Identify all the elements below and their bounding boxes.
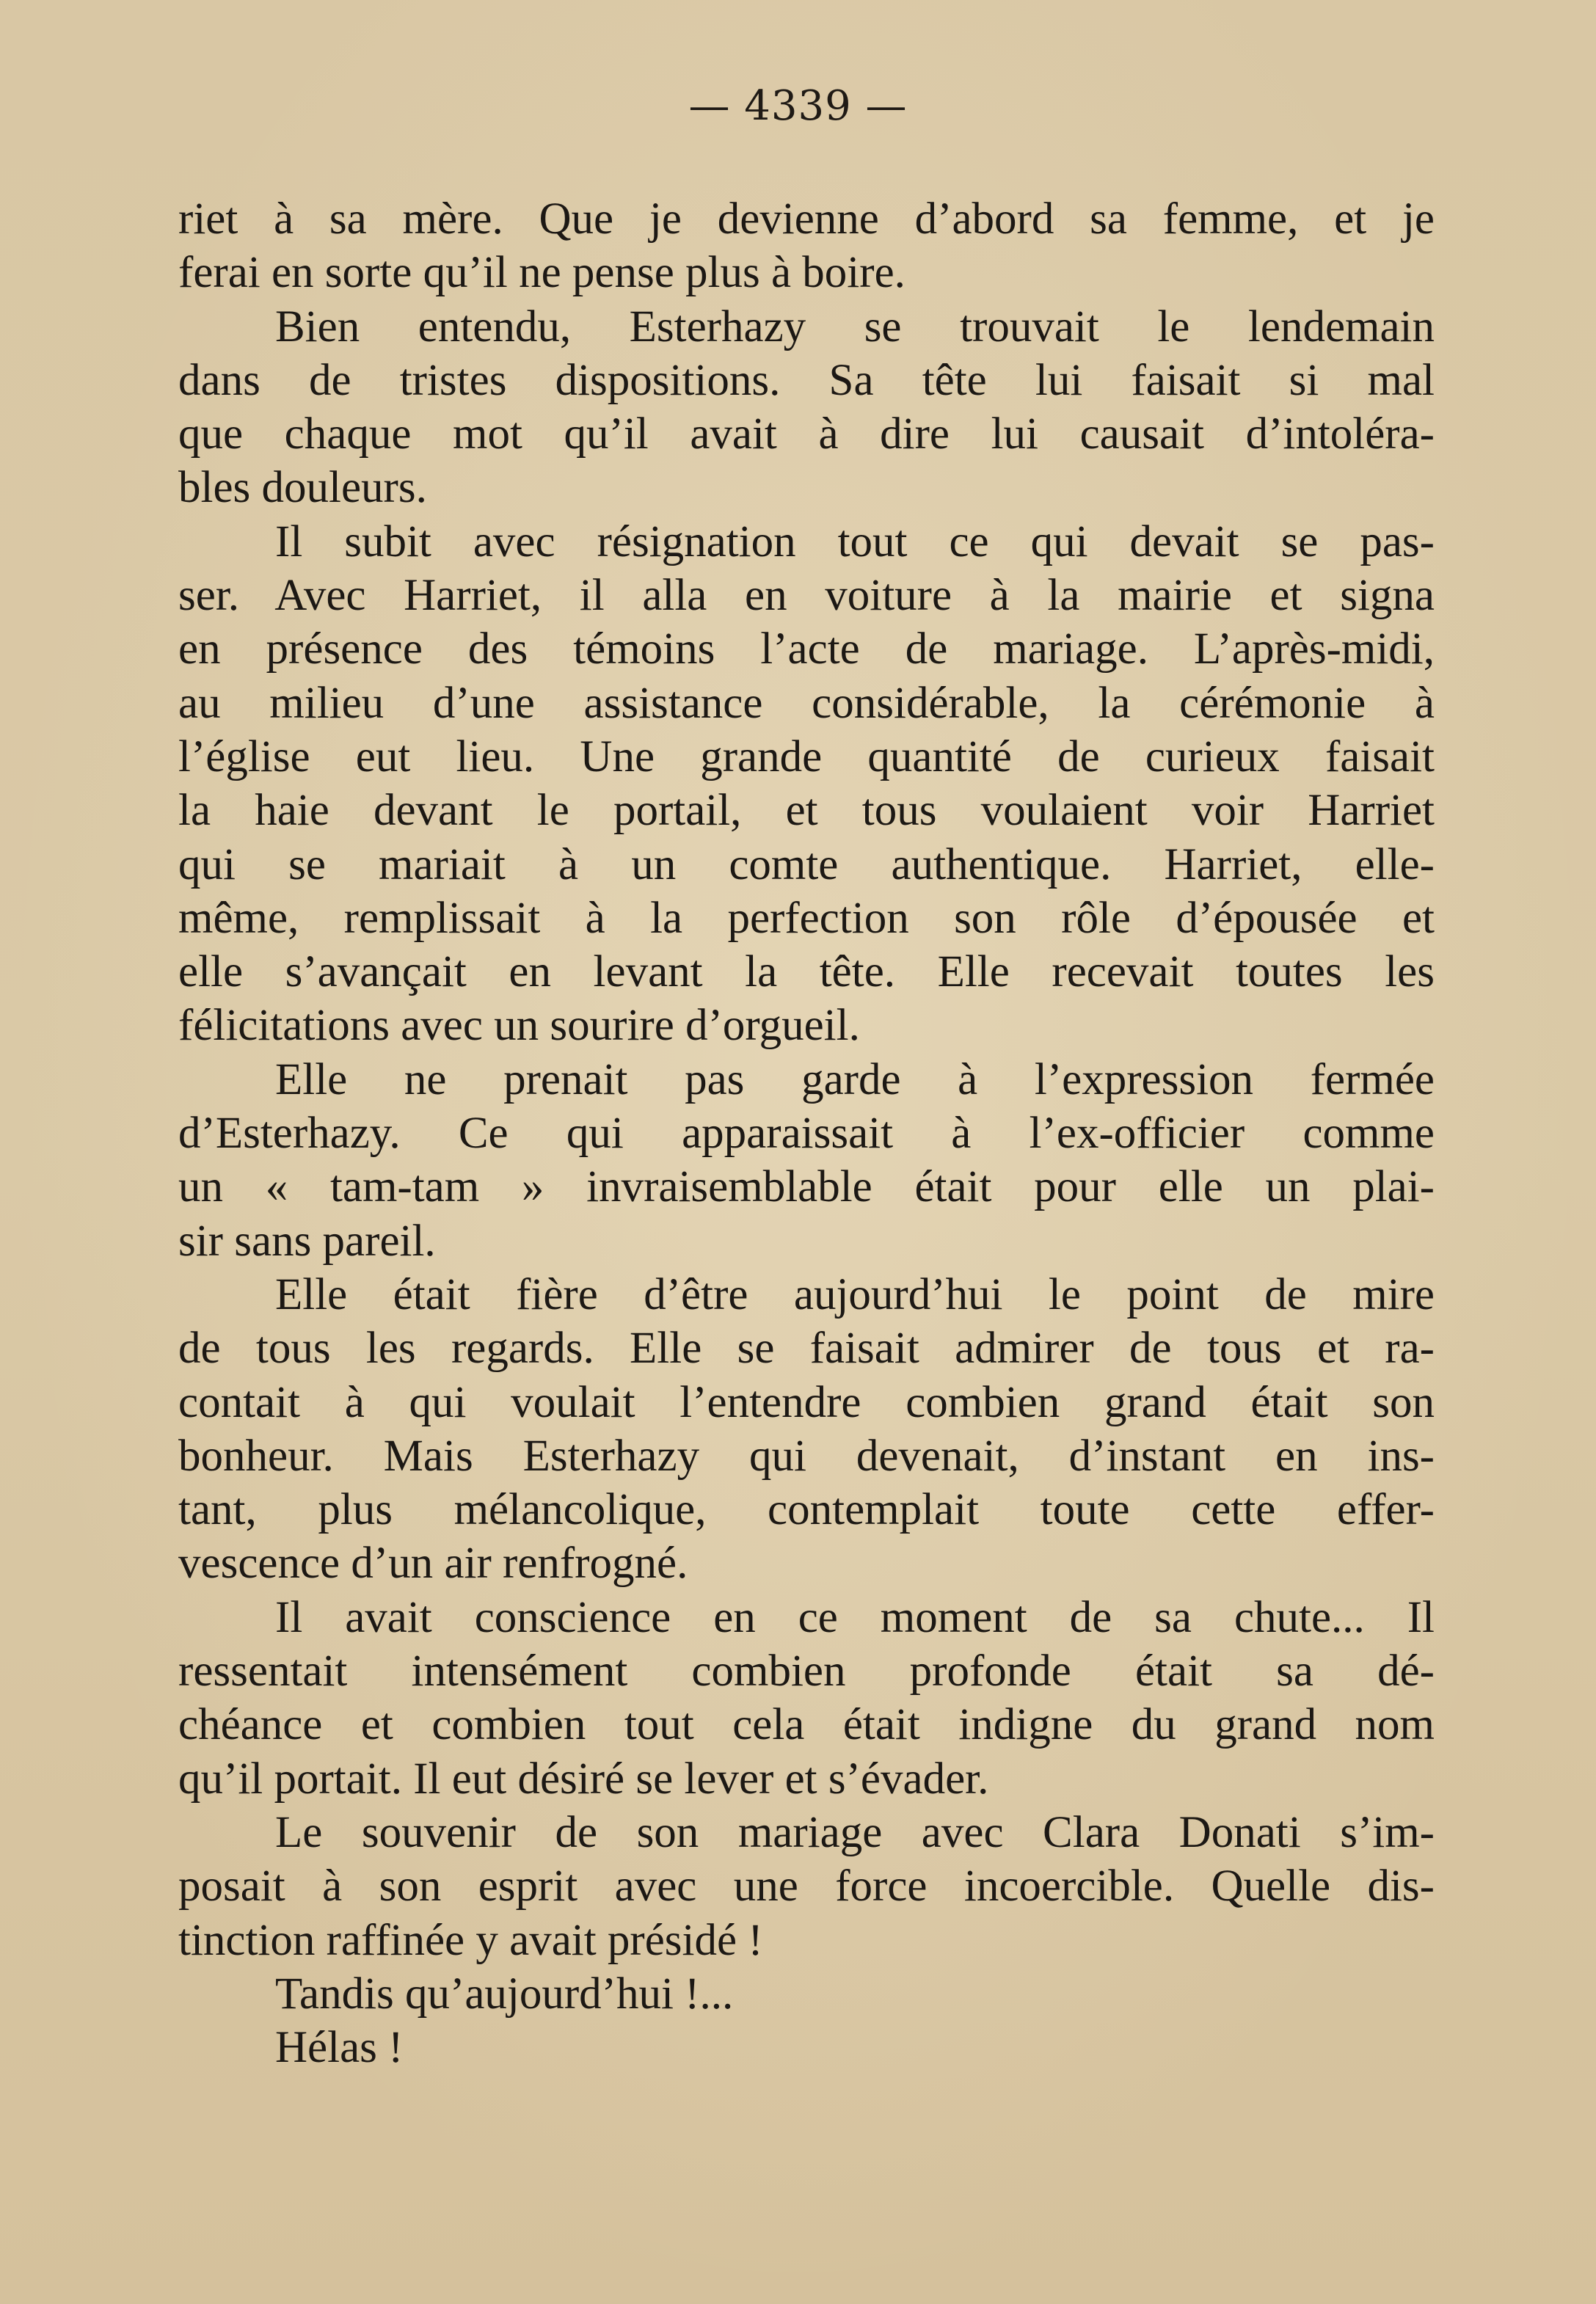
text-line: dans de tristes dispositions. Sa tête lui faisait si mal xyxy=(178,355,1435,405)
text-line: que chaque mot qu’il avait à dire lui causait d’intoléra- xyxy=(178,409,1435,459)
text-line: de tous les regards. Elle se faisait admirer de tous et ra- xyxy=(178,1324,1435,1374)
text-line: sir sans pareil. xyxy=(178,1216,436,1266)
text-line: d’Esterhazy. Ce qui apparaissait à l’ex-officier comme xyxy=(178,1109,1435,1159)
text-line: riet à sa mère. Que je devienne d’abord sa femme, et je xyxy=(178,194,1435,244)
text-line: Elle était fière d’être aujourd’hui le point de mire xyxy=(275,1269,1435,1319)
text-line: Le souvenir de son mariage avec Clara Donati s’im- xyxy=(275,1807,1435,1857)
text-line: un « tam-tam » invraisemblable était pour elle un plai- xyxy=(178,1162,1435,1212)
text-line: posait à son esprit avec une force incoercible. Quelle dis- xyxy=(178,1862,1435,1911)
text-line: au milieu d’une assistance considérable, la cérémonie à xyxy=(178,678,1435,728)
text-line: Il subit avec résignation tout ce qui devait se pas- xyxy=(275,517,1435,566)
text-line: Hélas ! xyxy=(275,2023,404,2073)
text-line: Il avait conscience en ce moment de sa chute... Il xyxy=(275,1592,1435,1642)
text-line: bles douleurs. xyxy=(178,463,427,513)
text-line: en présence des témoins l’acte de mariage. L’après-midi, xyxy=(178,624,1435,674)
body-text xyxy=(178,192,1435,2074)
text-line: Elle ne prenait pas garde à l’expression fermée xyxy=(275,1054,1435,1104)
text-line: chéance et combien tout cela était indigne du grand nom xyxy=(178,1700,1435,1750)
text-line: elle s’avançait en levant la tête. Elle recevait toutes les xyxy=(178,947,1435,997)
text-line: qu’il portait. Il eut désiré se lever et s’évader. xyxy=(178,1754,989,1804)
text-line: ferai en sorte qu’il ne pense plus à boire. xyxy=(178,248,906,298)
text-line: félicitations avec un sourire d’orgueil. xyxy=(178,1001,860,1051)
text-line: vescence d’un air renfrogné. xyxy=(178,1539,688,1589)
text-line: qui se mariait à un comte authentique. Harriet, elle- xyxy=(178,839,1435,889)
text-line: ressentait intensément combien profonde était sa dé- xyxy=(178,1647,1435,1696)
text-line: l’église eut lieu. Une grande quantité de curieux faisait xyxy=(178,732,1435,781)
page-number: — 4339 — xyxy=(688,82,908,130)
text-line: la haie devant le portail, et tous voulaient voir Harriet xyxy=(178,786,1435,836)
text-line: tinction raffinée y avait présidé ! xyxy=(178,1915,763,1965)
text-line: bonheur. Mais Esterhazy qui devenait, d’instant en ins- xyxy=(178,1431,1435,1481)
text-line: tant, plus mélancolique, contemplait toute cette effer- xyxy=(178,1485,1435,1535)
text-line: Tandis qu’aujourd’hui !... xyxy=(275,1969,734,2019)
text-line: contait à qui voulait l’entendre combien grand était son xyxy=(178,1377,1435,1427)
text-line: ser. Avec Harriet, il alla en voiture à la mairie et signa xyxy=(178,571,1435,621)
text-line: même, remplissait à la perfection son rôle d’épousée et xyxy=(178,893,1435,943)
text-line: Bien entendu, Esterhazy se trouvait le lendemain xyxy=(275,302,1435,351)
